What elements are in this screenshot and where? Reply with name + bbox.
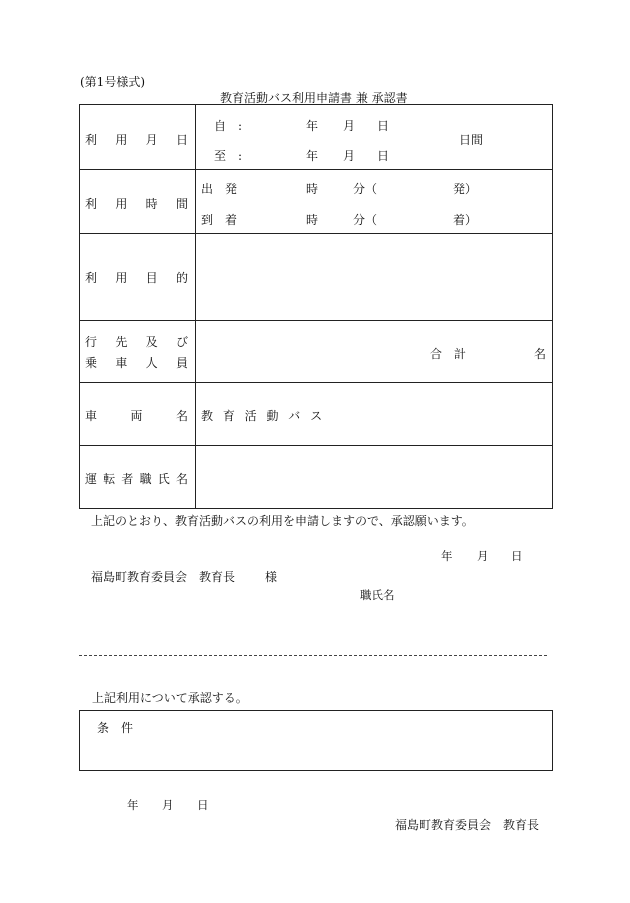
from-month: 月 — [343, 119, 356, 133]
row-divider-3 — [79, 320, 553, 321]
arrive-label: 到 着 — [201, 213, 238, 227]
application-table — [79, 104, 553, 509]
addressee: 福島町教育委員会 教育長 — [91, 570, 236, 584]
to-year: 年 — [306, 149, 319, 163]
application-statement: 上記のとおり、教育活動バスの利用を申請しますので、承認願います。 — [91, 514, 474, 528]
application-month: 月 — [477, 549, 489, 563]
to-month: 月 — [343, 149, 356, 163]
row-divider-5 — [79, 445, 553, 446]
approval-month: 月 — [162, 798, 174, 812]
from-year: 年 — [306, 119, 319, 133]
form-number: (第1号様式) — [80, 75, 145, 89]
arrive-place-end: 着） — [453, 213, 478, 227]
form-title: 教育活動バス利用申請書 兼 承認書 — [220, 91, 408, 105]
days-count-label: 日間 — [459, 133, 484, 147]
arrive-minute: 分（ — [353, 213, 378, 227]
separator-dashed-line — [79, 655, 547, 656]
depart-hour: 時 — [306, 182, 319, 196]
depart-label: 出 発 — [201, 182, 238, 196]
label-passengers: 乗 車 人 員 — [85, 356, 188, 370]
application-year: 年 — [441, 549, 453, 563]
label-driver: 運 転 者 職 氏 名 — [85, 472, 188, 486]
label-use-date: 利 用 月 日 — [85, 133, 188, 147]
approval-year: 年 — [127, 798, 139, 812]
vehicle-name: 教 育 活 動 バ ス — [201, 409, 326, 423]
applicant-name-label: 職氏名 — [360, 588, 395, 602]
label-destination: 行 先 及 び — [85, 335, 188, 349]
conditions-label: 条 件 — [97, 721, 134, 735]
arrive-hour: 時 — [306, 213, 319, 227]
row-divider-4 — [79, 382, 553, 383]
to-day: 日 — [377, 149, 390, 163]
depart-minute: 分（ — [353, 182, 378, 196]
total-label: 合 計 — [430, 347, 467, 361]
row-divider-1 — [79, 169, 553, 170]
date-to-label: 至 : — [214, 149, 243, 163]
approver: 福島町教育委員会 教育長 — [395, 818, 540, 832]
from-day: 日 — [377, 119, 390, 133]
label-purpose: 利 用 目 的 — [85, 271, 188, 285]
label-vehicle: 車 両 名 — [85, 409, 188, 423]
conditions-box — [79, 710, 553, 771]
date-from-label: 自 : — [214, 119, 243, 133]
approval-day: 日 — [197, 798, 209, 812]
label-use-time: 利 用 時 間 — [85, 197, 188, 211]
approval-statement: 上記利用について承認する。 — [92, 691, 248, 705]
table-column-divider — [195, 104, 196, 509]
persons-unit: 名 — [534, 347, 547, 361]
application-day: 日 — [511, 549, 523, 563]
honorific: 様 — [265, 570, 278, 584]
depart-place-end: 発） — [453, 182, 478, 196]
row-divider-2 — [79, 233, 553, 234]
